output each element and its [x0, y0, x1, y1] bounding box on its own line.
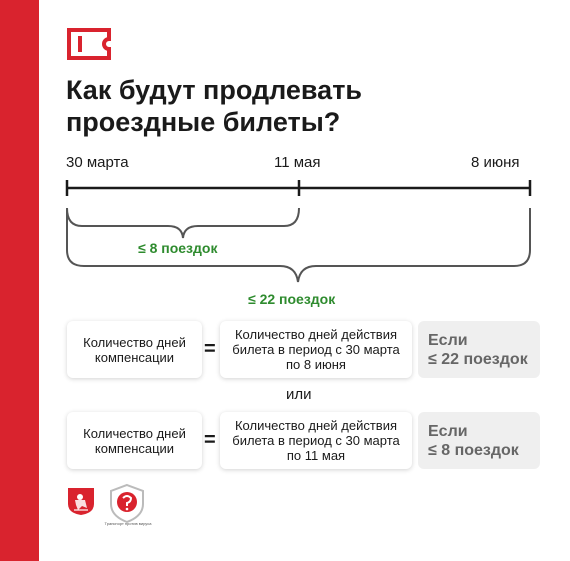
timeline-axis	[67, 180, 530, 196]
equals-sign-2: =	[204, 429, 216, 451]
date-start-label: 30 марта	[66, 154, 129, 171]
compensation-days-card-2	[67, 412, 202, 469]
ticket-days-text: Количество дней действия билета в период с 30 марта по 11 мая	[232, 418, 400, 463]
condition-trips-label: ≤ 8 поездок	[428, 441, 519, 459]
or-separator: или	[286, 386, 312, 403]
title-line-2: проездные билеты?	[66, 107, 341, 137]
transport-campaign-caption: Транспорт против вируса	[104, 521, 152, 526]
compensation-days-text: Количество дней компенсации	[83, 334, 186, 365]
ticket-days-card-2	[220, 412, 412, 469]
moscow-coat-of-arms-icon	[66, 486, 96, 516]
ticket-days-text: Количество дней действия билета в период с 30 марта по 8 июня	[232, 327, 400, 372]
short-period-brace	[67, 208, 299, 238]
compensation-days-card-1	[67, 321, 202, 378]
brand-stripe	[0, 0, 39, 561]
page-title	[66, 74, 486, 138]
date-end-label: 8 июня	[471, 154, 520, 171]
condition-trips-label: ≤ 22 поездок	[428, 350, 528, 368]
long-period-trips-label: ≤ 22 поездок	[248, 291, 336, 307]
condition-if-label: Если	[428, 422, 468, 440]
ticket-icon	[66, 27, 112, 61]
condition-box-1	[418, 321, 540, 378]
date-mid-label: 11 мая	[274, 154, 321, 171]
equals-sign-1: =	[204, 338, 216, 360]
condition-if-label: Если	[428, 331, 468, 349]
title-line-1: Как будут продлевать	[66, 75, 363, 105]
long-period-brace	[67, 208, 530, 282]
condition-box-2	[418, 412, 540, 469]
compensation-days-text: Количество дней компенсации	[83, 425, 186, 456]
short-period-trips-label: ≤ 8 поездок	[138, 240, 218, 256]
ticket-days-card-1	[220, 321, 412, 378]
